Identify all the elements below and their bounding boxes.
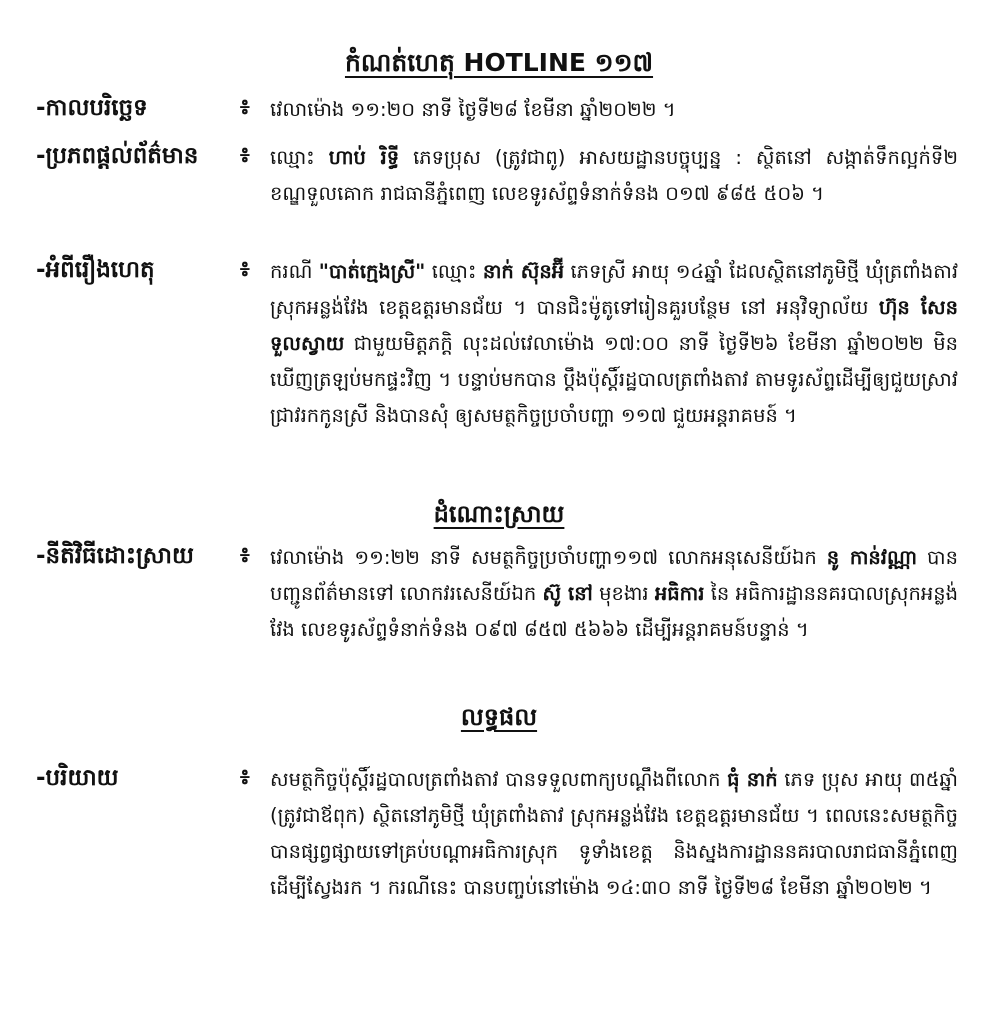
result-heading: លទ្ធផល [460, 703, 538, 731]
procedure-text-part: វេលាម៉ោង ១១:២២ នាទី សមត្ថកិច្ចប្រចាំបញ្ហា១១៧ លោកអនុសេនីយ៍ឯក [270, 546, 827, 569]
procedure-label: -នីតិវិធីដោះស្រាយ [36, 543, 194, 569]
procedure-colon: ៖ [240, 543, 250, 568]
solution-heading: ដំណោះស្រាយ [433, 500, 565, 528]
incident-text-part: ភេទស្រី អាយុ ១៤ឆ្នាំ ដែលស្ថិតនៅភូមិថ្មី ឃុំត្រពាំងតាវ ស្រុកអន្លង់វែង ខេត្តឧត្តរមានជ័យ ។ បានជិះម៉ូតូទៅរៀនគួរបន្ថែម នៅ អនុវិទ្យាល័យ [270, 260, 959, 319]
date-text: វេលាម៉ោង ១១:២០ នាទី ថ្ងៃទី២៨ ខែមីនា ឆ្នាំ២០២២ ។ [270, 98, 676, 121]
description-text [270, 762, 958, 906]
description-text-part: សមត្ថកិច្ចប៉ុស្តិ៍រដ្ឋបាលត្រពាំងតាវ បានទទួលពាក្យបណ្តឹងពីលោក [270, 768, 728, 791]
source-text-part: ភេទប្រុស (ត្រូវជាពូ) អាសយដ្ឋានបច្ចុប្បន្ន : ស្ថិតនៅ សង្កាត់ទឹកល្អក់ទី២ ខណ្ឌទួលគោក រាជធានីភ្នំពេញ លេខទូរស័ព្ទទំនាក់ទំនង ០១៧ ៩៨៥ ៥០៦ ។ [270, 146, 959, 205]
source-label: -ប្រភពផ្តល់ព័ត៌មាន [36, 143, 199, 169]
incident-colon: ៖ [240, 257, 250, 282]
procedure-text [270, 540, 958, 648]
source-colon: ៖ [240, 143, 250, 168]
report-title: កំណត់ហេតុ HOTLINE ១១៧ [344, 48, 654, 77]
source-text [270, 140, 958, 212]
procedure-text-part: នៃ អធិការដ្ឋាននគរបាលស្រុកអន្លង់វែង លេខទូរស័ព្ទទំនាក់ទំនង ០៩៧ ៨៥៧ ៥៦៦៦ ដើម្បីអន្តរាគមន៍បន្ទាន់ ។ [270, 582, 958, 641]
case-type: "បាត់ក្មេងស្រី" [318, 260, 426, 283]
incident-text-part: ករណី [270, 260, 319, 283]
missing-person-name: នាក់ ស៊ុនអ៊ី [482, 260, 565, 283]
commander-name: ស៊ូ នៅ [542, 582, 593, 605]
procedure-text-part: បានបញ្ជូនព័ត៌មានទៅ លោកវរសេនីយ៍ឯក [270, 546, 958, 605]
procedure-text-part: មុខងារ [592, 582, 655, 605]
father-name: ធុំ នាក់ [727, 768, 778, 791]
date-label: -កាលបរិច្ឆេទ [36, 95, 148, 121]
date-colon: ៖ [240, 95, 250, 120]
description-text-part: ភេទ ប្រុស អាយុ ៣៥ឆ្នាំ (ត្រូវជាឪពុក) ស្ថិតនៅភូមិថ្មី ឃុំត្រពាំងតាវ ស្រុកអន្លង់វែង ខេត្តឧត្តរមានជ័យ ។ ពេលនេះសមត្ថកិច្ចបានផ្សព្វផ្សាយទៅគ្រប់បណ្តាអធិការស្រុក ទូទាំងខេត្ត និងស្នងការដ្ឋាននគរបាលរាជធានីភ្នំពេញ ដើម្បីស្វែងរក ។ ករណីនេះ បានបញ្ចប់នៅម៉ោង ១៤:៣០ នាទី ថ្ងៃទី២៨ ខែមីនា ឆ្នាំ២០២២ ។ [270, 768, 958, 899]
description-label: -បរិយាយ [36, 765, 119, 791]
incident-text-part: ឈ្មោះ [425, 260, 483, 283]
incident-text [270, 254, 958, 434]
commander-position: អធិការ [654, 582, 705, 605]
description-colon: ៖ [240, 765, 250, 790]
officer-name: នូ កាន់វណ្ណា [826, 546, 917, 569]
source-text-part: ឈ្មោះ [270, 146, 329, 169]
informant-name: ហាប់ រិទ្ធី [328, 146, 400, 169]
incident-text-part: ជាមួយមិត្តភក្តិ លុះដល់វេលាម៉ោង ១៧:០០ នាទី ថ្ងៃទី២៦ ខែមីនា ឆ្នាំ២០២២ មិនឃើញត្រឡប់មកផ្ទះវិញ ។ បន្ទាប់មកបាន ប្តឹងប៉ុស្តិ៍រដ្ឋបាលត្រពាំងតាវ តាមទូរស័ព្ទដើម្បីឲ្យជួយស្រាវជ្រាវរកកូនស្រី និងបានសុំ ឲ្យសមត្ថកិច្ចប្រចាំបញ្ហា ១១៧ ជួយអន្តរាគមន៍ ។ [270, 332, 958, 427]
incident-label: -អំពីរឿងហេតុ [36, 257, 155, 283]
school-name: ហ៊ុន សែន ទួលស្វាយ [270, 296, 958, 355]
